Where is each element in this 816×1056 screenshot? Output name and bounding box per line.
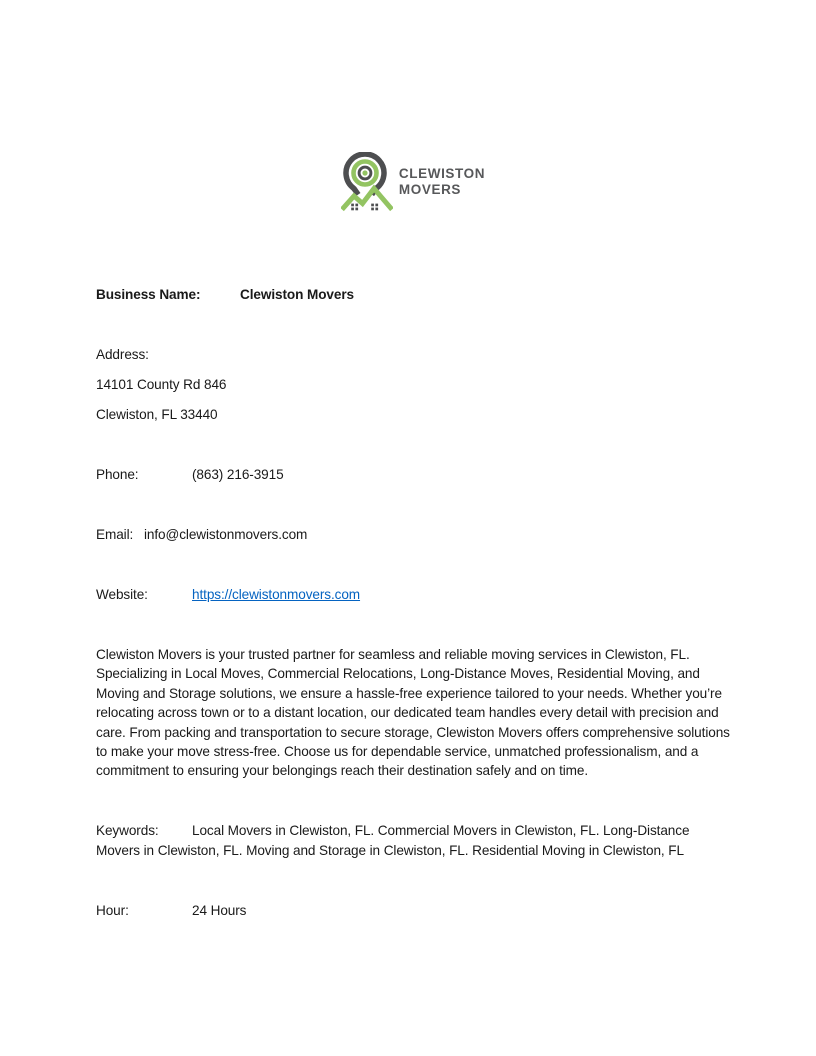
email-value: info@clewistonmovers.com	[144, 527, 308, 542]
business-description: Clewiston Movers is your trusted partner for seamless and reliable moving services in Clewiston, FL. Specializing in Local Moves, Commercial Relocations, Long-Distance Moves, Residential Moving, and Moving and Storage solutions, we ensure a hassle-free experience tailored to your needs. Whether you’re relocating across town or to a distant location, our dedicated team handles every detail with precision and care. From packing and transportation to secure storage, Clewiston Movers offers comprehensive solutions to make your move stress-free. Choose us for dependable service, unmatched professionalism, and a commitment to ensuring your belongings reach their destination safely and on time.	[96, 647, 730, 779]
website-label: Website:	[96, 587, 148, 602]
phone-label: Phone:	[96, 467, 139, 482]
business-name-row	[96, 285, 730, 304]
phone-row	[96, 465, 730, 484]
keywords-value: Local Movers in Clewiston, FL. Commercial Movers in Clewiston, FL. Long-Distance Movers in Clewiston, FL. Moving and Storage in Clewiston, FL. Residential Moving in Clewiston, FL	[96, 823, 690, 858]
keywords-row	[96, 821, 730, 860]
keywords-label: Keywords:	[96, 823, 159, 839]
address-street: 14101 County Rd 846	[96, 377, 227, 392]
phone-value: (863) 216-3915	[192, 467, 284, 482]
website-link[interactable]: https://clewistonmovers.com	[192, 587, 361, 602]
hours-row	[96, 901, 730, 920]
roof-shape	[342, 189, 392, 210]
logo-wordmark	[399, 166, 485, 198]
hours-label: Hour:	[96, 902, 129, 918]
document-body	[96, 285, 730, 920]
website-row	[96, 585, 730, 604]
bullseye-center-dot	[362, 170, 367, 175]
right-window	[371, 204, 378, 211]
business-name-label: Business Name:	[96, 287, 201, 302]
address-city-state-zip: Clewiston, FL 33440	[96, 407, 218, 422]
house-location-pin-icon	[341, 152, 393, 212]
hours-value: 24 Hours	[192, 902, 247, 918]
email-row	[96, 525, 730, 544]
business-name-value: Clewiston Movers	[240, 287, 354, 302]
address-label: Address:	[96, 347, 149, 362]
logo	[96, 152, 730, 212]
email-label: Email:	[96, 527, 134, 542]
logo-text-line1: CLEWISTON	[398, 166, 486, 181]
left-window	[351, 204, 358, 211]
logo-text-line2: MOVERS	[398, 182, 462, 197]
